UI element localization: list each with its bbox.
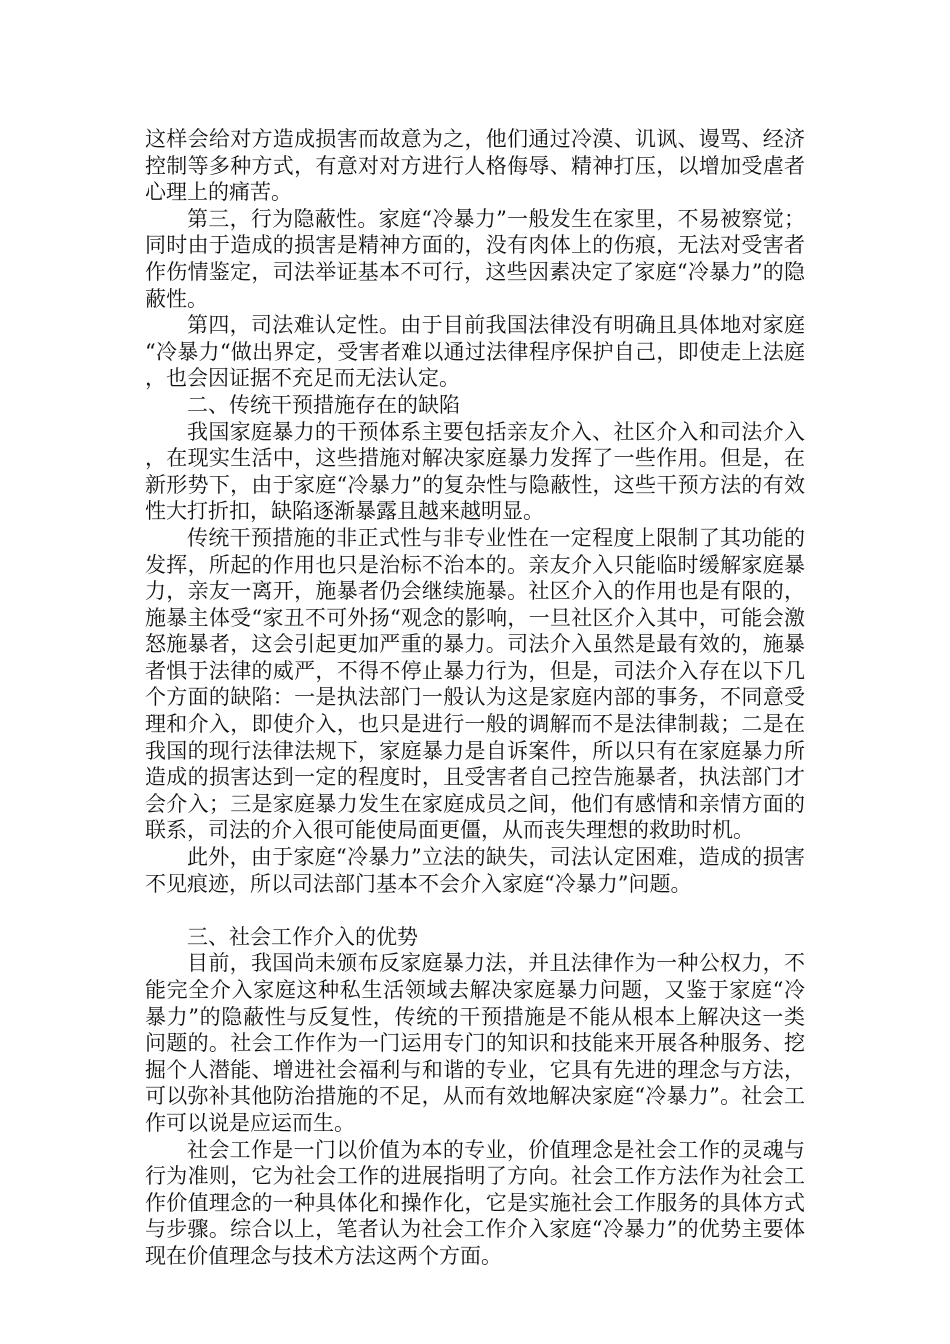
paragraph-traditional-measures: 传统干预措施的非正式性与非专业性在一定程度上限制了其功能的发挥，所起的作用也只是治标不治本的。亲友介入只能临时缓解家庭暴力，亲友一离开，施暴者仍会继续施暴。社区介入的作用也是有限的，施暴主体受“家丑不可外扬“观念的影响，一旦社区介入其中，可能会激怒施暴者，这会引起更加严重的暴力。司法介入虽然是最有效的，施暴者惧于法律的威严，不得不停止暴力行为，但是，司法介入存在以下几个方面的缺陷：一是执法部门一般认为这是家庭内部的事务，不同意受理和介入，即使介入，也只是进行一般的调解而不是法律制裁；二是在我国的现行法律法规下，家庭暴力是自诉案件，所以只有在家庭暴力所造成的损害达到一定的程度时，且受害者自己控告施暴者，执法部门才会介入；三是家庭暴力发生在家庭成员之间，他们有感情和亲情方面的联系，司法的介入很可能使局面更僵，从而丧失理想的救助时机。 [145,525,805,843]
section-heading-2: 二、传统干预措施存在的缺陷 [187,392,460,417]
paragraph-judicial-difficulty: 第四，司法难认定性。由于目前我国法律没有明确且具体地对家庭“冷暴力“做出界定，受害者难以通过法律程序保护自己，即使走上法庭，也会因证据不充足而无法认定。 [145,313,805,391]
blank-line [145,897,805,924]
paragraph-social-work-values: 社会工作是一门以价值为本的专业，价值理念是社会工作的灵魂与行为准则，它为社会工作的进展指明了方向。社会工作方法作为社会工作价值理念的一种具体化和操作化，它是实施社会工作服务的具体方式与步骤。综合以上，笔者认为社会工作介入家庭“冷暴力”的优势主要体现在价值理念与技术方法这两个方面。 [145,1137,805,1268]
paragraph-current-situation: 目前，我国尚未颁布反家庭暴力法，并且法律作为一种公权力，不能完全介入家庭这种私生活领域去解决家庭暴力问题，又鉴于家庭“冷暴力”的隐蔽性与反复性，传统的干预措施是不能从根本上解决这一类问题的。社会工作作为一门运用专门的知识和技能来开展各种服务、挖掘个人潜能、增进社会福利与和谐的专业，它具有先进的理念与方法，可以弥补其他防治措施的不足，从而有效地解决家庭“冷暴力”。社会工作可以说是应运而生。 [145,951,805,1135]
paragraph-intervention-system: 我国家庭暴力的干预体系主要包括亲友介入、社区介入和司法介入，在现实生活中，这些措施对解决家庭暴力发挥了一些作用。但是，在新形势下，由于家庭“冷暴力”的复杂性与隐蔽性，这些干预方法的有效性大打折扣，缺陷逐渐暴露且越来越明显。 [145,419,805,524]
document-page [145,126,805,1270]
section-heading-3: 三、社会工作介入的优势 [187,924,418,949]
paragraph-continuation: 这样会给对方造成损害而故意为之，他们通过冷漠、讥讽、谩骂、经济控制等多种方式，有意对对方进行人格侮辱、精神打压，以增加受虐者心理上的痛苦。 [145,127,805,205]
paragraph-concealment: 第三，行为隐蔽性。家庭“冷暴力”一般发生在家里，不易被察觉；同时由于造成的损害是精神方面的，没有肉体上的伤痕，无法对受害者作伤情鉴定，司法举证基本不可行，这些因素决定了家庭“冷暴力”的隐蔽性。 [145,206,805,311]
paragraph-moreover: 此外，由于家庭“冷暴力”立法的缺失，司法认定困难，造成的损害不见痕迹，所以司法部门基本不会介入家庭“冷暴力”问题。 [145,845,805,896]
